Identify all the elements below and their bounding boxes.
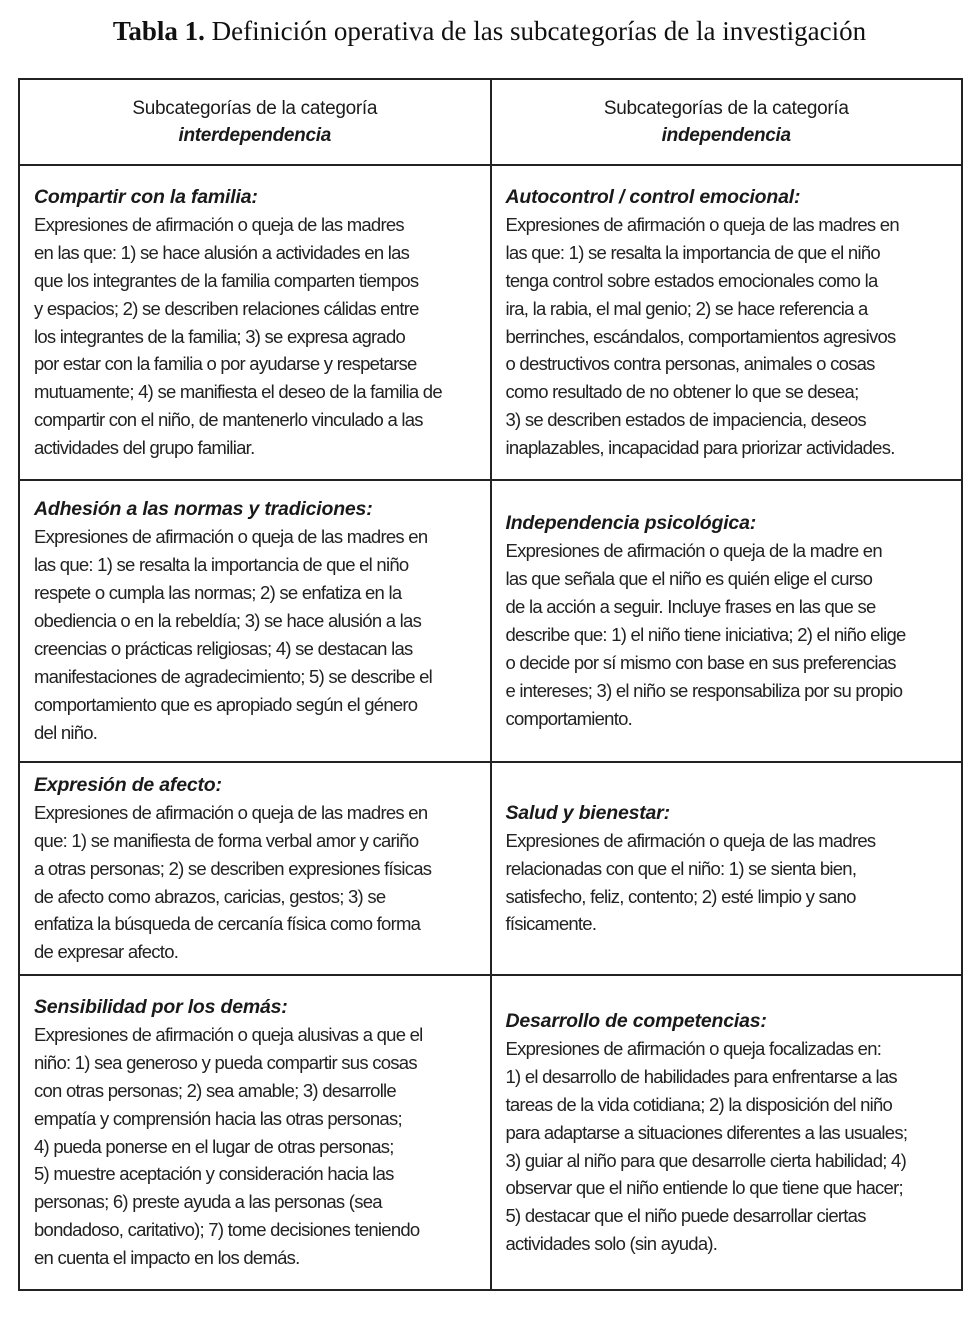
definition-line: 3) guiar al niño para que desarrolle cierta habilidad; 4)	[505, 1149, 906, 1171]
definition-line: de expresar afecto.	[34, 941, 179, 963]
header-category: interdependencia	[178, 125, 332, 146]
header-text: Subcategorías de la categoría	[132, 98, 378, 119]
table-row	[19, 165, 962, 480]
header-category: independencia	[661, 125, 791, 146]
subcategory-title: Compartir con la familia:	[34, 185, 258, 208]
definition-line: satisfecho, feliz, contento; 2) esté limpio y sano	[505, 885, 856, 907]
definition-line: observar que el niño entiende lo que tiene que hacer;	[505, 1177, 903, 1199]
definition-line: creencias o prácticas religiosas; 4) se destacan las	[34, 638, 413, 659]
definition-line: 1) el desarrollo de habilidades para enfrentarse a las	[505, 1065, 897, 1087]
definition-line: respete o cumpla las normas; 2) se enfatiza en la	[34, 582, 402, 604]
definition-line: niño: 1) sea generoso y pueda compartir sus cosas	[34, 1051, 417, 1073]
cell-right	[491, 165, 963, 480]
definition-line: en cuenta el impacto en los demás.	[34, 1247, 300, 1269]
definition-line: personas; 6) preste ayuda a las personas (sea	[34, 1191, 382, 1213]
table-header-row	[19, 79, 962, 165]
definition-line: Expresiones de afirmación o queja de las madres en	[34, 526, 428, 548]
header-independencia	[491, 79, 963, 165]
definition-line: inaplazables, incapacidad para priorizar actividades.	[505, 437, 895, 459]
definition-line: para adaptarse a situaciones diferentes a las usuales;	[505, 1121, 908, 1143]
definition-line: 5) muestre aceptación y consideración hacia las	[34, 1163, 394, 1185]
definition-line: actividades solo (sin ayuda).	[505, 1233, 718, 1255]
subcategory-title: Expresión de afecto:	[34, 773, 222, 796]
definition-line: o decide por sí mismo con base en sus preferencias	[505, 651, 896, 673]
definition-line: Expresiones de afirmación o queja focalizadas en:	[505, 1037, 882, 1059]
subcategories-table	[18, 78, 963, 1291]
definition-line: berrinches, escándalos, comportamientos agresivos	[505, 325, 896, 347]
table-title: Definición operativa de las subcategorías de la investigación	[211, 16, 867, 46]
cell-left	[19, 480, 491, 762]
definition-line: físicamente.	[505, 913, 597, 935]
definition-line: describe que: 1) el niño tiene iniciativa; 2) el niño elige	[505, 624, 906, 646]
table-row	[19, 975, 962, 1290]
cell-right	[491, 762, 963, 975]
cell-left	[19, 975, 491, 1290]
definition-line: 3) se describen estados de impaciencia, deseos	[505, 409, 866, 431]
subcategory-title: Autocontrol / control emocional:	[505, 185, 801, 208]
definition-line: ira, la rabia, el mal genio; 2) se hace referencia a	[505, 297, 868, 319]
definition-line: los integrantes de la familia; 3) se expresa agrado	[34, 325, 406, 347]
header-text: Subcategorías de la categoría	[603, 98, 849, 119]
definition-line: e intereses; 3) el niño se responsabiliza por su propio	[505, 679, 903, 701]
subcategory-title: Desarrollo de competencias:	[505, 1009, 767, 1032]
definition-line: por estar con la familia o por ayudarse y respetarse	[34, 353, 417, 375]
table-label: Tabla 1.	[112, 16, 205, 46]
definition-line: del niño.	[34, 721, 98, 743]
definition-line: actividades del grupo familiar.	[34, 437, 255, 459]
header-interdependencia	[19, 79, 491, 165]
definition-line: Expresiones de afirmación o queja de la madre en	[505, 540, 882, 562]
definition-line: las que: 1) se resalta la importancia de que el niño	[505, 241, 880, 263]
cell-left	[19, 165, 491, 480]
definition-line: empatía y comprensión hacia las otras personas;	[34, 1107, 402, 1129]
definition-line: comportamiento.	[505, 707, 633, 729]
definition-line: obediencia o en la rebeldía; 3) se hace alusión a las	[34, 610, 422, 632]
definition-line: las que señala que el niño es quién elige el curso	[505, 568, 873, 590]
subcategory-title: Salud y bienestar:	[505, 801, 670, 824]
definition-line: Expresiones de afirmación o queja alusivas a que el	[34, 1023, 423, 1045]
cell-left	[19, 762, 491, 975]
definition-line: con otras personas; 2) sea amable; 3) desarrolle	[34, 1079, 396, 1101]
definition-line: enfatiza la búsqueda de cercanía física como forma	[34, 913, 421, 935]
definition-line: de la acción a seguir. Incluye frases en las que se	[505, 596, 876, 618]
definition-line: en las que: 1) se hace alusión a actividades en las	[34, 241, 410, 263]
table-row	[19, 762, 962, 975]
cell-right	[491, 975, 963, 1290]
table-caption	[0, 16, 979, 47]
definition-line: como resultado de no obtener lo que se desea;	[505, 381, 859, 403]
definition-line: y espacios; 2) se describen relaciones cálidas entre	[34, 297, 419, 319]
subcategory-title: Adhesión a las normas y tradiciones:	[34, 498, 373, 521]
subcategory-title: Independencia psicológica:	[505, 512, 757, 535]
definition-line: que: 1) se manifiesta de forma verbal amor y cariño	[34, 829, 419, 851]
definition-line: de afecto como abrazos, caricias, gestos; 3) se	[34, 885, 386, 907]
definition-line: compartir con el niño, de mantenerlo vinculado a las	[34, 409, 423, 431]
definition-line: mutuamente; 4) se manifiesta el deseo de la familia de	[34, 381, 442, 403]
definition-line: bondadoso, caritativo); 7) tome decisiones teniendo	[34, 1219, 420, 1241]
table-row	[19, 480, 962, 762]
definition-line: a otras personas; 2) se describen expresiones físicas	[34, 857, 432, 879]
definition-line: 5) destacar que el niño puede desarrollar ciertas	[505, 1205, 866, 1227]
definition-line: manifestaciones de agradecimiento; 5) se describe el	[34, 665, 433, 687]
definition-line: relacionadas con que el niño: 1) se sienta bien,	[505, 857, 857, 879]
definition-line: Expresiones de afirmación o queja de las madres en	[34, 801, 428, 823]
subcategory-title: Sensibilidad por los demás:	[34, 995, 288, 1018]
definition-line: que los integrantes de la familia comparten tiempos	[34, 269, 419, 291]
definition-line: 4) pueda ponerse en el lugar de otras personas;	[34, 1135, 394, 1157]
definition-line: Expresiones de afirmación o queja de las madres	[34, 213, 404, 235]
definition-line: comportamiento que es apropiado según el género	[34, 693, 418, 715]
cell-right	[491, 480, 963, 762]
definition-line: las que: 1) se resalta la importancia de que el niño	[34, 554, 409, 576]
definition-line: tenga control sobre estados emocionales como la	[505, 269, 878, 291]
definition-line: o destructivos contra personas, animales o cosas	[505, 353, 875, 375]
definition-line: Expresiones de afirmación o queja de las madres	[505, 829, 876, 851]
definition-line: tareas de la vida cotidiana; 2) la disposición del niño	[505, 1093, 893, 1115]
definition-line: Expresiones de afirmación o queja de las madres en	[505, 213, 899, 235]
